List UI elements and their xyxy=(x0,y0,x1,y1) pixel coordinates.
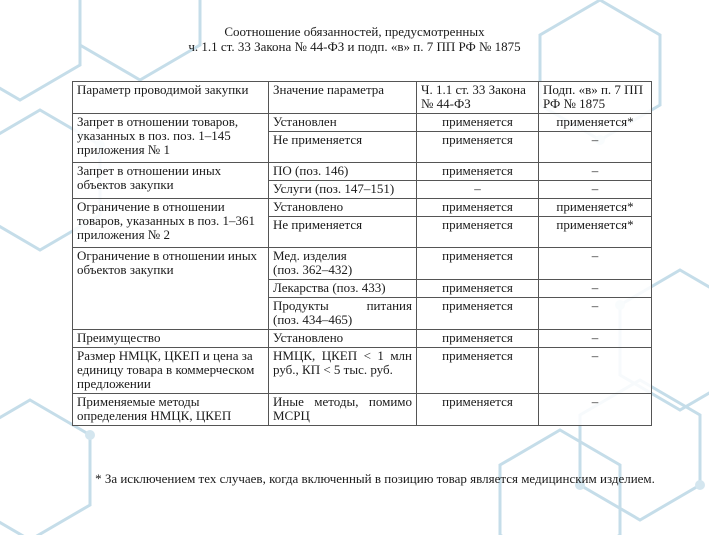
header-law: Ч. 1.1 ст. 33 Закона № 44-ФЗ xyxy=(417,82,539,114)
param-cell: Запрет в отношении товаров, указанных в поз. поз. 1–145 приложения № 1 xyxy=(73,114,269,163)
param-cell: Размер НМЦК, ЦКЕП и цена за единицу товара в коммерческом предложении xyxy=(73,348,269,394)
law-cell: применяется xyxy=(417,348,539,394)
table-row xyxy=(73,348,652,394)
value-cell: Не применяется xyxy=(269,217,417,248)
value-cell xyxy=(269,298,417,330)
value-line: (поз. 362–432) xyxy=(273,262,353,277)
comparison-table xyxy=(72,81,652,426)
value-line: МСРЦ xyxy=(273,408,310,423)
table-row xyxy=(73,330,652,348)
param-cell: Ограничение в отношении иных объектов закупки xyxy=(73,248,269,330)
value-cell: Услуги (поз. 147–151) xyxy=(269,181,417,199)
value-cell xyxy=(269,248,417,280)
law-cell: – xyxy=(417,181,539,199)
pp-cell: – xyxy=(539,348,652,394)
pp-cell: применяется* xyxy=(539,217,652,248)
value-cell: Лекарства (поз. 433) xyxy=(269,280,417,298)
param-cell: Преимущество xyxy=(73,330,269,348)
law-cell: применяется xyxy=(417,114,539,132)
slide-title-line-2: ч. 1.1 ст. 33 Закона № 44-ФЗ и подп. «в» п. 7 ПП РФ № 1875 xyxy=(188,39,521,54)
pp-cell: – xyxy=(539,330,652,348)
value-line: Продукты питания xyxy=(273,298,412,313)
table-row xyxy=(73,114,652,132)
value-line: Мед. изделия xyxy=(273,248,347,263)
table-row xyxy=(73,199,652,217)
pp-cell: – xyxy=(539,181,652,199)
value-line: НМЦК, ЦКЕП < 1 млн xyxy=(273,348,412,363)
pp-cell: – xyxy=(539,298,652,330)
param-cell: Применяемые методы определения НМЦК, ЦКЕП xyxy=(73,394,269,426)
slide-title-line-1: Соотношение обязанностей, предусмотренных xyxy=(224,24,485,39)
law-cell: применяется xyxy=(417,248,539,280)
value-cell: Установлено xyxy=(269,330,417,348)
header-param: Параметр проводимой закупки xyxy=(73,82,269,114)
value-cell: Установлено xyxy=(269,199,417,217)
node-dot xyxy=(85,430,95,440)
value-cell xyxy=(269,348,417,394)
pp-cell: – xyxy=(539,280,652,298)
value-line: руб., КП < 5 тыс. руб. xyxy=(273,362,393,377)
value-cell: Не применяется xyxy=(269,132,417,163)
law-cell: применяется xyxy=(417,330,539,348)
header-pp: Подп. «в» п. 7 ПП РФ № 1875 xyxy=(539,82,652,114)
value-cell: ПО (поз. 146) xyxy=(269,163,417,181)
pp-cell: применяется* xyxy=(539,114,652,132)
pp-cell: – xyxy=(539,394,652,426)
table-row xyxy=(73,163,652,181)
pp-cell: применяется* xyxy=(539,199,652,217)
pp-cell: – xyxy=(539,132,652,163)
law-cell: применяется xyxy=(417,298,539,330)
table-row xyxy=(73,248,652,280)
law-cell: применяется xyxy=(417,394,539,426)
param-cell: Запрет в отношении иных объектов закупки xyxy=(73,163,269,199)
table-row xyxy=(73,394,652,426)
value-line: (поз. 434–465) xyxy=(273,312,353,327)
law-cell: применяется xyxy=(417,132,539,163)
law-cell: применяется xyxy=(417,163,539,181)
law-cell: применяется xyxy=(417,280,539,298)
value-line: Иные методы, помимо xyxy=(273,394,412,409)
footnote: * За исключением тех случаев, когда включенный в позицию товар является медицинским изделием. xyxy=(95,471,655,486)
header-value: Значение параметра xyxy=(269,82,417,114)
law-cell: применяется xyxy=(417,199,539,217)
pp-cell: – xyxy=(539,248,652,280)
param-cell: Ограничение в отношении товаров, указанных в поз. 1–361 приложения № 2 xyxy=(73,199,269,248)
table-header-row xyxy=(73,82,652,114)
pp-cell: – xyxy=(539,163,652,181)
law-cell: применяется xyxy=(417,217,539,248)
value-cell xyxy=(269,394,417,426)
value-cell: Установлен xyxy=(269,114,417,132)
node-dot xyxy=(695,480,705,490)
